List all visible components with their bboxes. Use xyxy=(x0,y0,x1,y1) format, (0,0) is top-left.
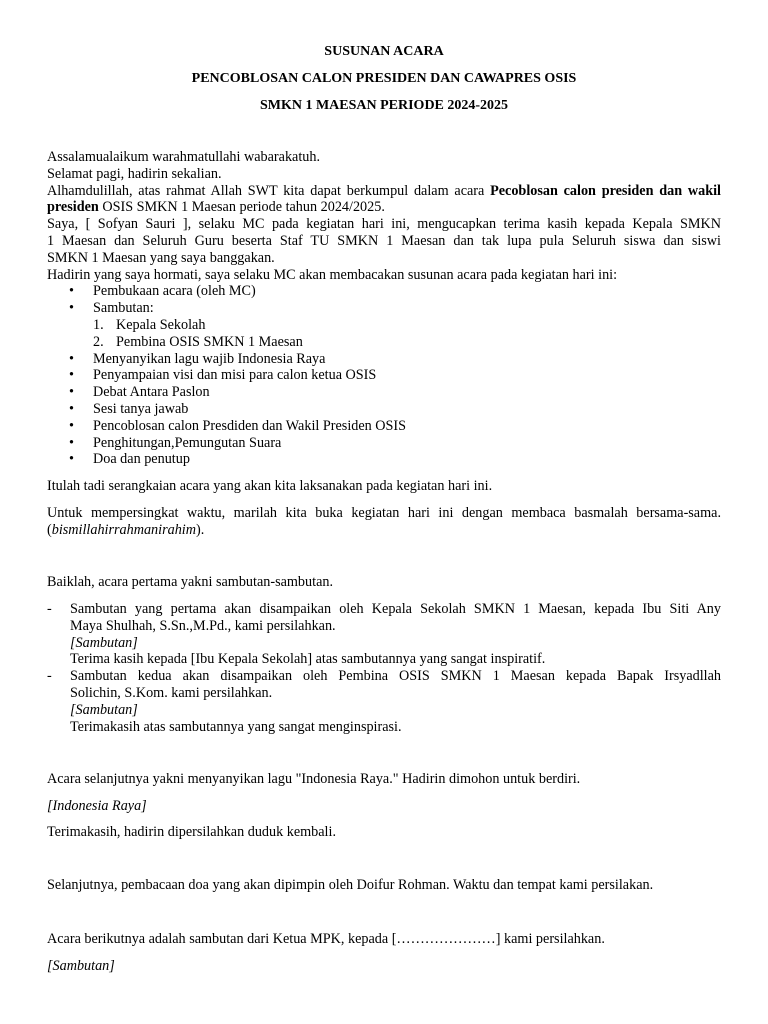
event-name-bold: Pecoblosan calon presiden dan wakil presiden xyxy=(47,182,721,216)
agenda-list-continued xyxy=(47,351,721,469)
anthem-sit: Terimakasih, hadirin dipersilahkan duduk kembali. xyxy=(47,824,336,840)
bullet-icon: • xyxy=(69,451,74,468)
bullet-icon: • xyxy=(69,350,74,367)
mc-line-1: Saya, [ Sofyan Sauri ], selaku MC pada kegiatan hari ini, mengucapkan terima kasih kepada Kepala SMKN xyxy=(47,216,721,233)
list-item: 1. Kepala Sekolah xyxy=(93,316,206,333)
list-item: • Menyanyikan lagu wajib Indonesia Raya xyxy=(69,350,326,367)
speeches-list xyxy=(47,601,721,735)
thanks-post: OSIS SMKN 1 Maesan periode tahun 2024/2025. xyxy=(98,199,385,216)
respect-line: Hadirin yang saya hormati, saya selaku MC akan membacakan susunan acara pada kegiatan hari ini: xyxy=(47,266,618,283)
list-item: • Doa dan penutup xyxy=(69,451,190,468)
summary-paragraph xyxy=(47,478,721,495)
thanks-paragraph xyxy=(47,183,721,217)
bullet-icon: • xyxy=(69,283,74,300)
list-item: • Pencoblosan calon Presdiden dan Wakil Presiden OSIS xyxy=(69,417,407,434)
bullet-icon: • xyxy=(69,367,74,384)
list-item: • Sambutan: xyxy=(69,300,154,317)
speech-item-second: - Sambutan kedua akan disampaikan oleh Pembina OSIS SMKN 1 Maesan kepada Bapak Irsyadllah Solichin, S.Kom. kami persilahkan. [Sambutan] Terimakasih atas sambutannya yang sangat menginspirasi. xyxy=(47,668,721,735)
speeches-intro xyxy=(47,574,721,591)
opening-section xyxy=(47,149,721,468)
dash-marker: - xyxy=(47,601,52,617)
bullet-icon: • xyxy=(69,417,74,434)
mpk-paragraph: Acara berikutnya adalah sambutan dari Ketua MPK, kepada […………………] kami persilahkan. xyxy=(47,931,605,947)
sambutan-tag: [Sambutan] xyxy=(70,701,138,718)
document-period: SMKN 1 MAESAN PERIODE 2024-2025 xyxy=(259,98,509,113)
anthem-tag: [Indonesia Raya] xyxy=(47,798,147,814)
anthem-announce: Acara selanjutnya yakni menyanyikan lagu "Indonesia Raya." Hadirin dimohon untuk berdiri. xyxy=(47,771,581,787)
basmalah-italic: bismillahirrahmanirahim xyxy=(51,521,196,538)
list-item: • Penghitungan,Pemungutan Suara xyxy=(69,434,282,451)
list-item: • Pembukaan acara (oleh MC) xyxy=(69,283,256,300)
speech-item-first: - Sambutan yang pertama akan disampaikan oleh Kepala Sekolah SMKN 1 Maesan, kepada Ibu Siti Any Maya Shulhah, S.Sn.,M.Pd., kami persilahkan. [Sambutan] Terima kasih kepada [Ibu Kepala Sekolah] atas sambutannya yang sangat inspiratif. xyxy=(47,601,721,668)
bullet-icon: • xyxy=(69,434,74,451)
morning-line: Selamat pagi, hadirin sekalian. xyxy=(47,165,222,182)
basmalah-line-2: (bismillahirrahmanirahim). xyxy=(47,521,205,538)
greeting-line: Assalamualaikum warahmatullahi wabarakatuh. xyxy=(47,149,321,165)
list-item: • Penyampaian visi dan misi para calon ketua OSIS xyxy=(69,367,377,384)
bullet-icon: • xyxy=(69,300,74,317)
list-item: • Debat Antara Paslon xyxy=(69,384,210,401)
sambutan-sublist xyxy=(47,317,721,351)
document-subtitle: PENCOBLOSAN CALON PRESIDEN DAN CAWAPRES OSIS xyxy=(191,71,577,86)
mc-line-3: SMKN 1 Maesan yang saya banggakan. xyxy=(47,249,275,266)
basmalah-paragraph xyxy=(47,505,721,539)
prayer-paragraph: Selanjutnya, pembacaan doa yang akan dipimpin oleh Doifur Rohman. Waktu dan tempat kami persilakan. xyxy=(47,877,654,893)
speeches-intro-line: Baiklah, acara pertama yakni sambutan-sambutan. xyxy=(47,574,334,590)
mpk-tag: [Sambutan] xyxy=(47,958,115,974)
list-item: • Sesi tanya jawab xyxy=(69,400,189,417)
list-item: 2. Pembina OSIS SMKN 1 Maesan xyxy=(93,333,303,350)
summary-line: Itulah tadi serangkaian acara yang akan kita laksanakan pada kegiatan hari ini. xyxy=(47,478,493,494)
sambutan-tag: [Sambutan] xyxy=(70,634,138,651)
agenda-list xyxy=(47,283,721,317)
dash-marker: - xyxy=(47,668,52,685)
bullet-icon: • xyxy=(69,400,74,417)
document-title: SUSUNAN ACARA xyxy=(324,44,444,59)
mc-line-2: 1 Maesan dan Seluruh Guru beserta Staf TU SMKN 1 Maesan dan tak lupa pula Seluruh siswa dan siswi xyxy=(47,232,721,249)
bullet-icon: • xyxy=(69,384,74,401)
thanks-pre: Alhamdulillah, atas rahmat Allah SWT kita dapat berkumpul dalam acara xyxy=(47,182,491,199)
basmalah-line-1: Untuk mempersingkat waktu, marilah kita buka kegiatan hari ini dengan membaca basmalah bersama-sama. xyxy=(47,505,721,521)
